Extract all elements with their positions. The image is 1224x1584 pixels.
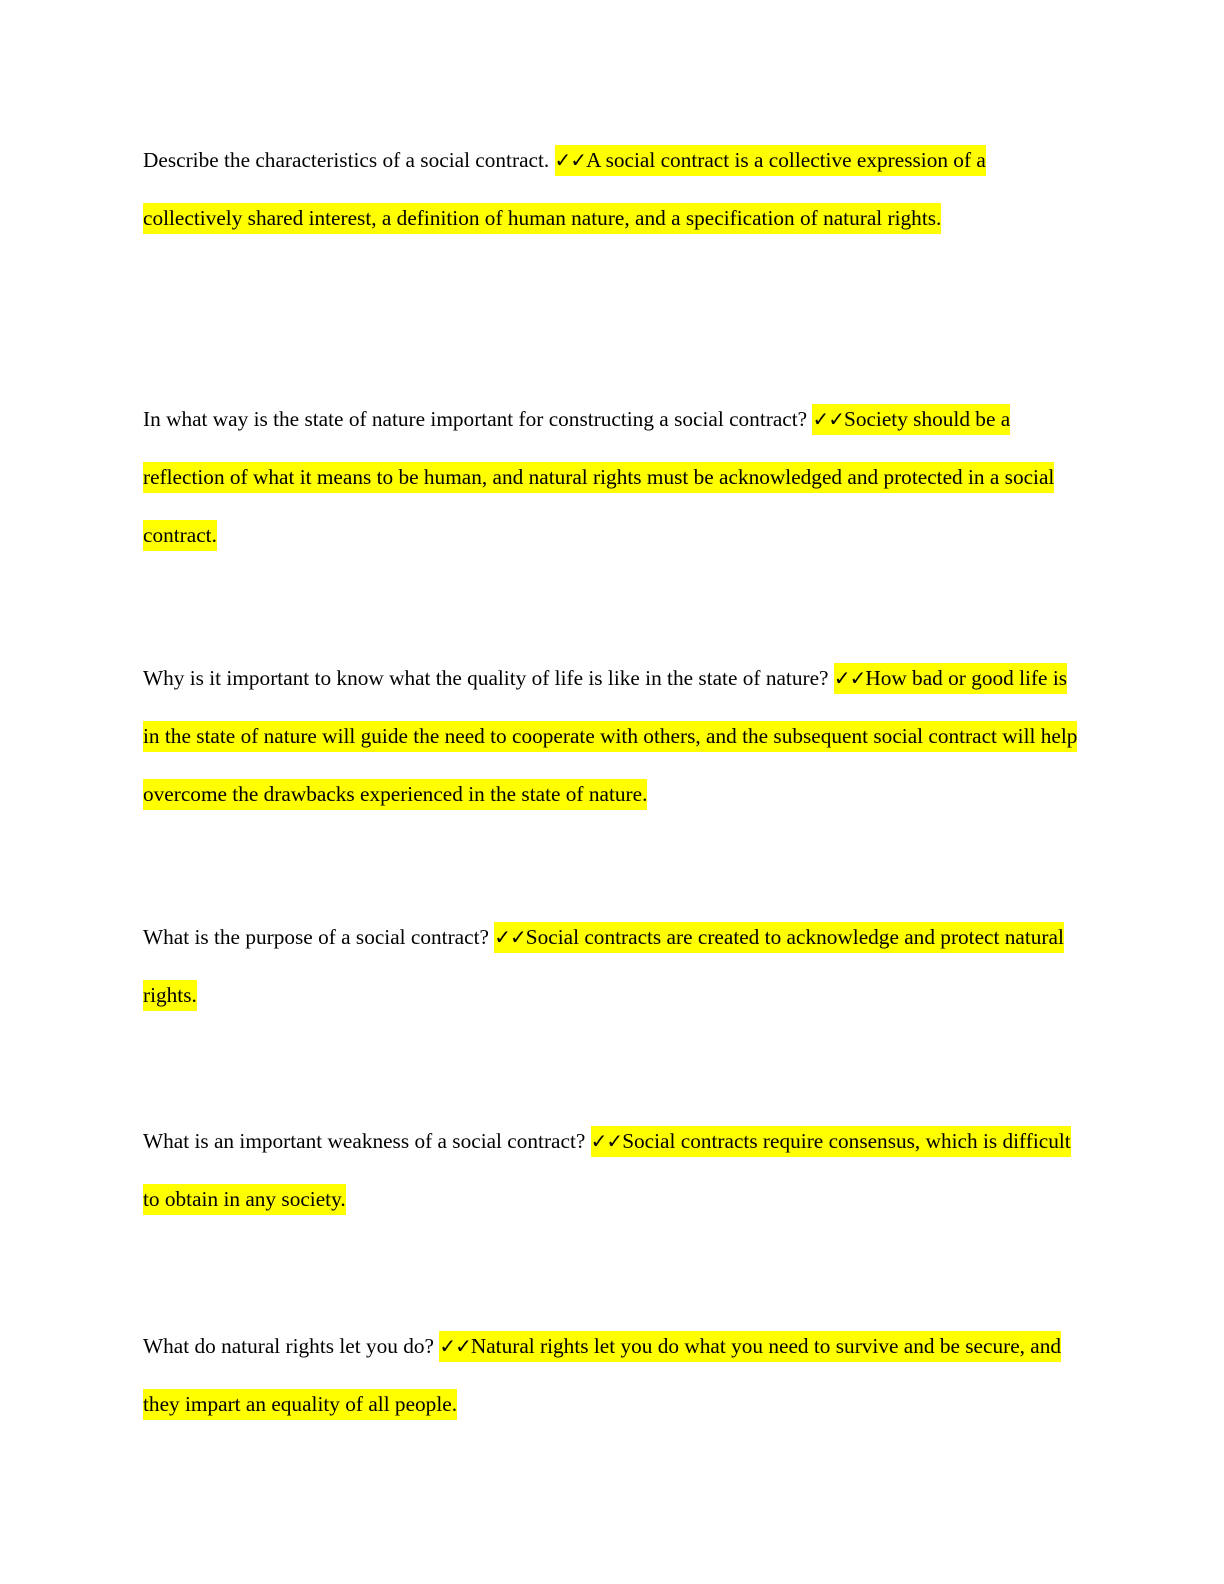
answer-text: Social contracts require consensus, which is difficult to obtain in any society. (143, 1129, 1071, 1211)
qa-item (143, 649, 1078, 823)
question-text: In what way is the state of nature important for constructing a social contract? (143, 407, 808, 431)
question-text: Why is it important to know what the quality of life is like in the state of nature? (143, 666, 829, 690)
double-check-icon: ✓✓ (833, 666, 866, 690)
answer-text: How bad or good life is in the state of nature will guide the need to cooperate with others, and the subsequent social contract will help overcome the drawbacks experienced in the state of nature. (143, 666, 1078, 806)
double-check-icon: ✓✓ (439, 1334, 471, 1358)
double-check-icon: ✓✓ (590, 1129, 623, 1153)
qa-item (143, 1112, 1078, 1228)
qa-item (143, 390, 1078, 564)
question-text: What do natural rights let you do? (143, 1334, 434, 1358)
double-check-icon: ✓✓ (494, 925, 526, 949)
double-check-icon: ✓✓ (812, 407, 844, 431)
qa-item (143, 1317, 1078, 1433)
question-text: What is the purpose of a social contract? (143, 925, 489, 949)
answer-text: Society should be a reflection of what it means to be human, and natural rights must be acknowledged and protected in a social contract. (143, 407, 1055, 547)
question-text: Describe the characteristics of a social contract. (143, 148, 550, 172)
qa-item (143, 908, 1078, 1024)
answer-text: A social contract is a collective expression of a collectively shared interest, a definition of human nature, and a specification of natural rights. (143, 148, 986, 230)
qa-item (143, 131, 1078, 247)
answer-text: Social contracts are created to acknowledge and protect natural rights. (143, 925, 1064, 1007)
double-check-icon: ✓✓ (554, 148, 587, 172)
answer-text: Natural rights let you do what you need to survive and be secure, and they impart an equality of all people. (143, 1334, 1062, 1416)
question-text: What is an important weakness of a social contract? (143, 1129, 586, 1153)
